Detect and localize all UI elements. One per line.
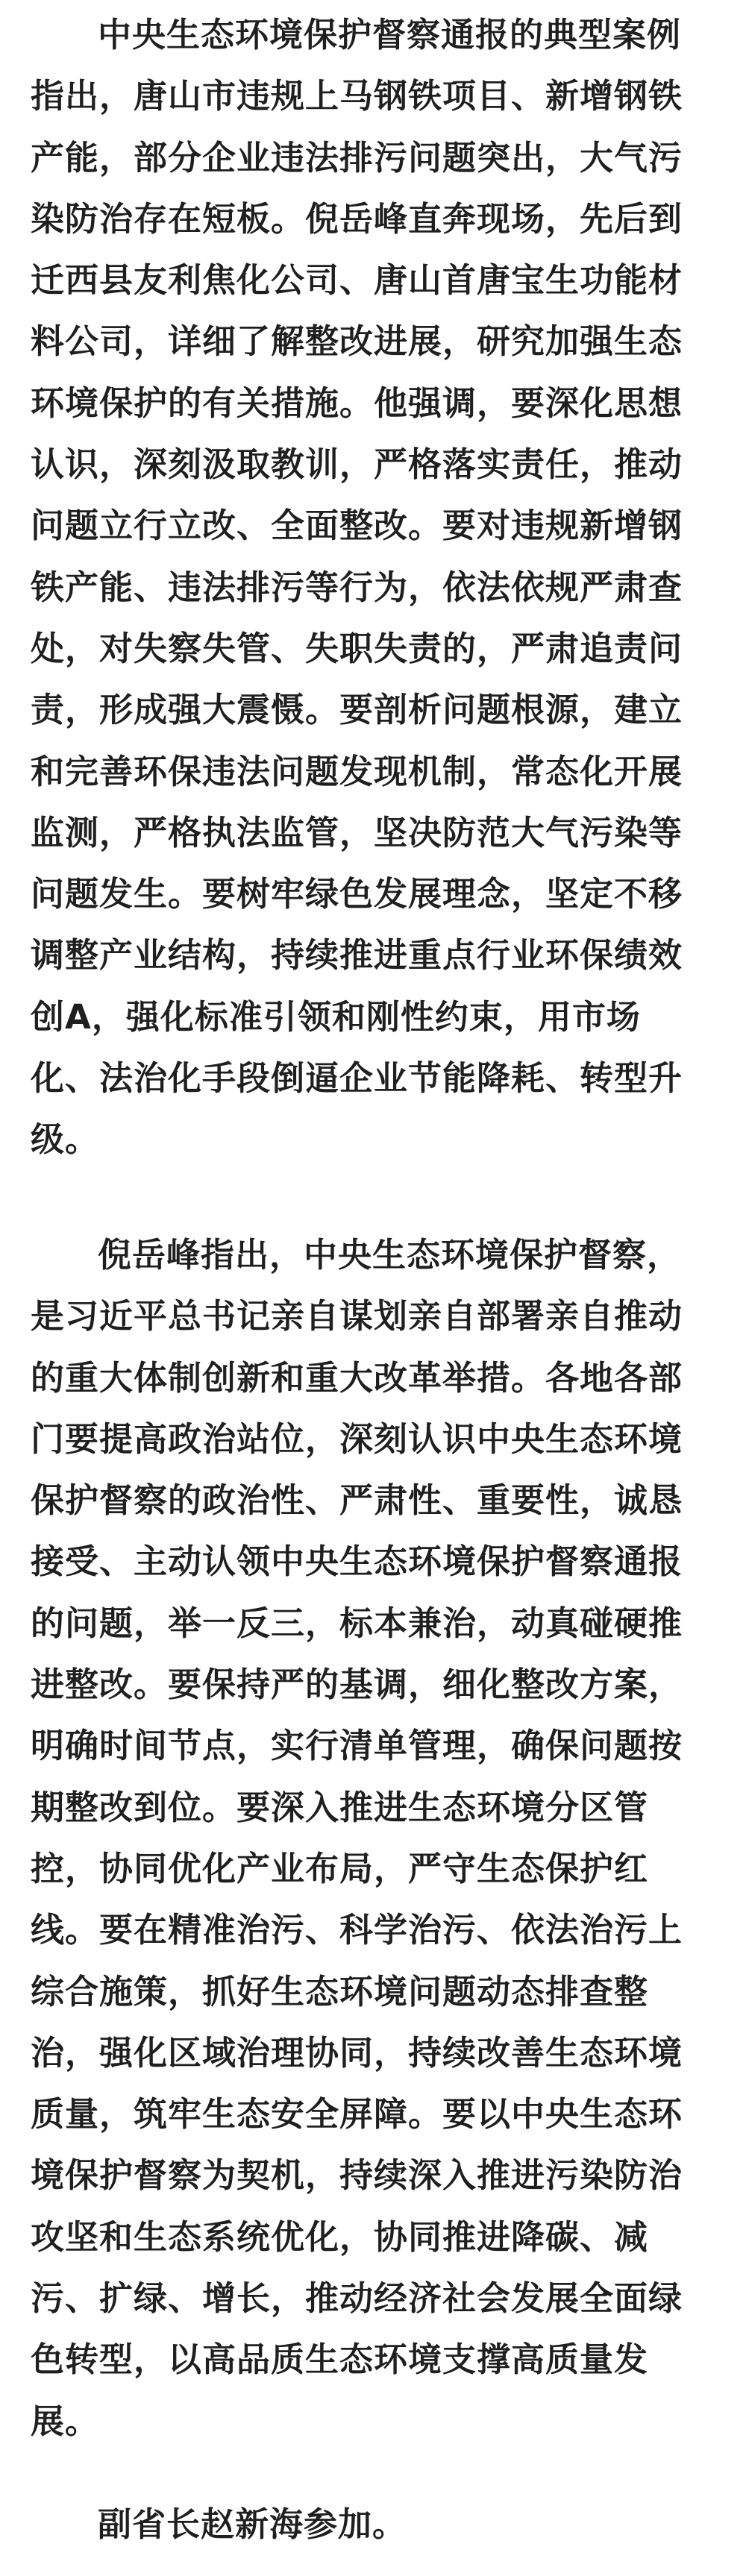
paragraph-line: 铁产能、违法排污等行为，依法依规严肃查	[31, 567, 683, 607]
paragraph-line: 产能，部分企业违法排污问题突出，大气污	[31, 137, 683, 178]
paragraph-line: 级。	[31, 1119, 100, 1160]
paragraph-line: 展。	[31, 2401, 100, 2441]
paragraph-line: 料公司，详细了解整改进展，研究加强生态	[31, 321, 683, 362]
paragraph-line: 攻坚和生态系统优化，协同推进降碳、减	[31, 2217, 649, 2257]
paragraph-line: 迁西县友利焦化公司、唐山首唐宝生功能材	[31, 260, 683, 301]
paragraph-line: 责，形成强大震慑。要剖析问题根源，建立	[31, 690, 683, 730]
paragraph-line: 倪岳峰指出，中央生态环境保护督察，	[98, 1235, 682, 1275]
paragraph-line: 中央生态环境保护督察通报的典型案例	[98, 15, 682, 54]
paragraph-line: 门要提高政治站位，深刻认识中央生态环境	[31, 1419, 683, 1459]
paragraph-line: 调整产业结构，持续推进重点行业环保绩效	[31, 935, 683, 976]
paragraph-line: 质量，筑牢生态安全屏障。要以中央生态环	[31, 2094, 683, 2134]
paragraph-line: 期整改到位。要深入推进生态环境分区管	[31, 1787, 649, 1827]
paragraph-line: 处，对失察失管、失职失责的，严肃追责问	[31, 628, 683, 668]
paragraph-line: 综合施策，抓好生态环境问题动态排查整	[31, 1971, 649, 2011]
paragraph-2	[31, 1225, 721, 2452]
paragraph-line: 问题发生。要树牢绿色发展理念，坚定不移	[31, 874, 683, 914]
paragraph-line: 明确时间节点，实行清单管理，确保问题按	[31, 1726, 683, 1766]
paragraph-line: 接受、主动认领中央生态环境保护督察通报	[31, 1542, 683, 1582]
paragraph-line: 是习近平总书记亲自谋划亲自部署亲自推动	[31, 1296, 683, 1336]
paragraph-line: 环境保护的有关措施。他强调，要深化思想	[31, 383, 683, 423]
paragraph-line: 保护督察的政治性、严肃性、重要性，诚恳	[31, 1480, 683, 1521]
paragraph-line: 控，协同优化产业布局，严守生态保护红	[31, 1848, 649, 1888]
paragraph-1	[31, 4, 721, 1171]
paragraph-line: 进整改。要保持严的基调，细化整改方案，	[31, 1665, 683, 1705]
paragraph-line: 认识，深刻汲取教训，严格落实责任，推动	[31, 444, 683, 485]
paragraph-line: 创A，强化标准引领和刚性约束，用市场	[31, 996, 641, 1037]
paragraph-line: 色转型，以高品质生态环境支撑高质量发	[31, 2340, 649, 2380]
paragraph-line: 线。要在精准治污、科学治污、依法治污上	[31, 1910, 683, 1950]
paragraph-line: 化、法治化手段倒逼企业节能降耗、转型升	[31, 1058, 683, 1099]
paragraph-line: 的问题，举一反三，标本兼治，动真碰硬推	[31, 1603, 683, 1643]
paragraph-line: 问题立行立改、全面整改。要对违规新增钢	[31, 506, 683, 546]
paragraph-3	[31, 2494, 721, 2555]
paragraph-line: 和完善环保违法问题发现机制，常态化开展	[31, 751, 683, 791]
paragraph-line: 指出，唐山市违规上马钢铁项目、新增钢铁	[31, 76, 683, 116]
paragraph-line: 染防治存在短板。倪岳峰直奔现场，先后到	[31, 198, 683, 239]
paragraph-line: 境保护督察为契机，持续深入推进污染防治	[31, 2155, 683, 2196]
paragraph-line: 的重大体制创新和重大改革举措。各地各部	[31, 1357, 683, 1398]
paragraph-line: 治，强化区域治理协同，持续改善生态环境	[31, 2032, 683, 2073]
paragraph-line: 污、扩绿、增长，推动经济社会发展全面绿	[31, 2278, 683, 2319]
paragraph-line: 监测，严格执法监管，坚决防范大气污染等	[31, 812, 683, 852]
paragraph-line: 副省长赵新海参加。	[98, 2504, 407, 2544]
